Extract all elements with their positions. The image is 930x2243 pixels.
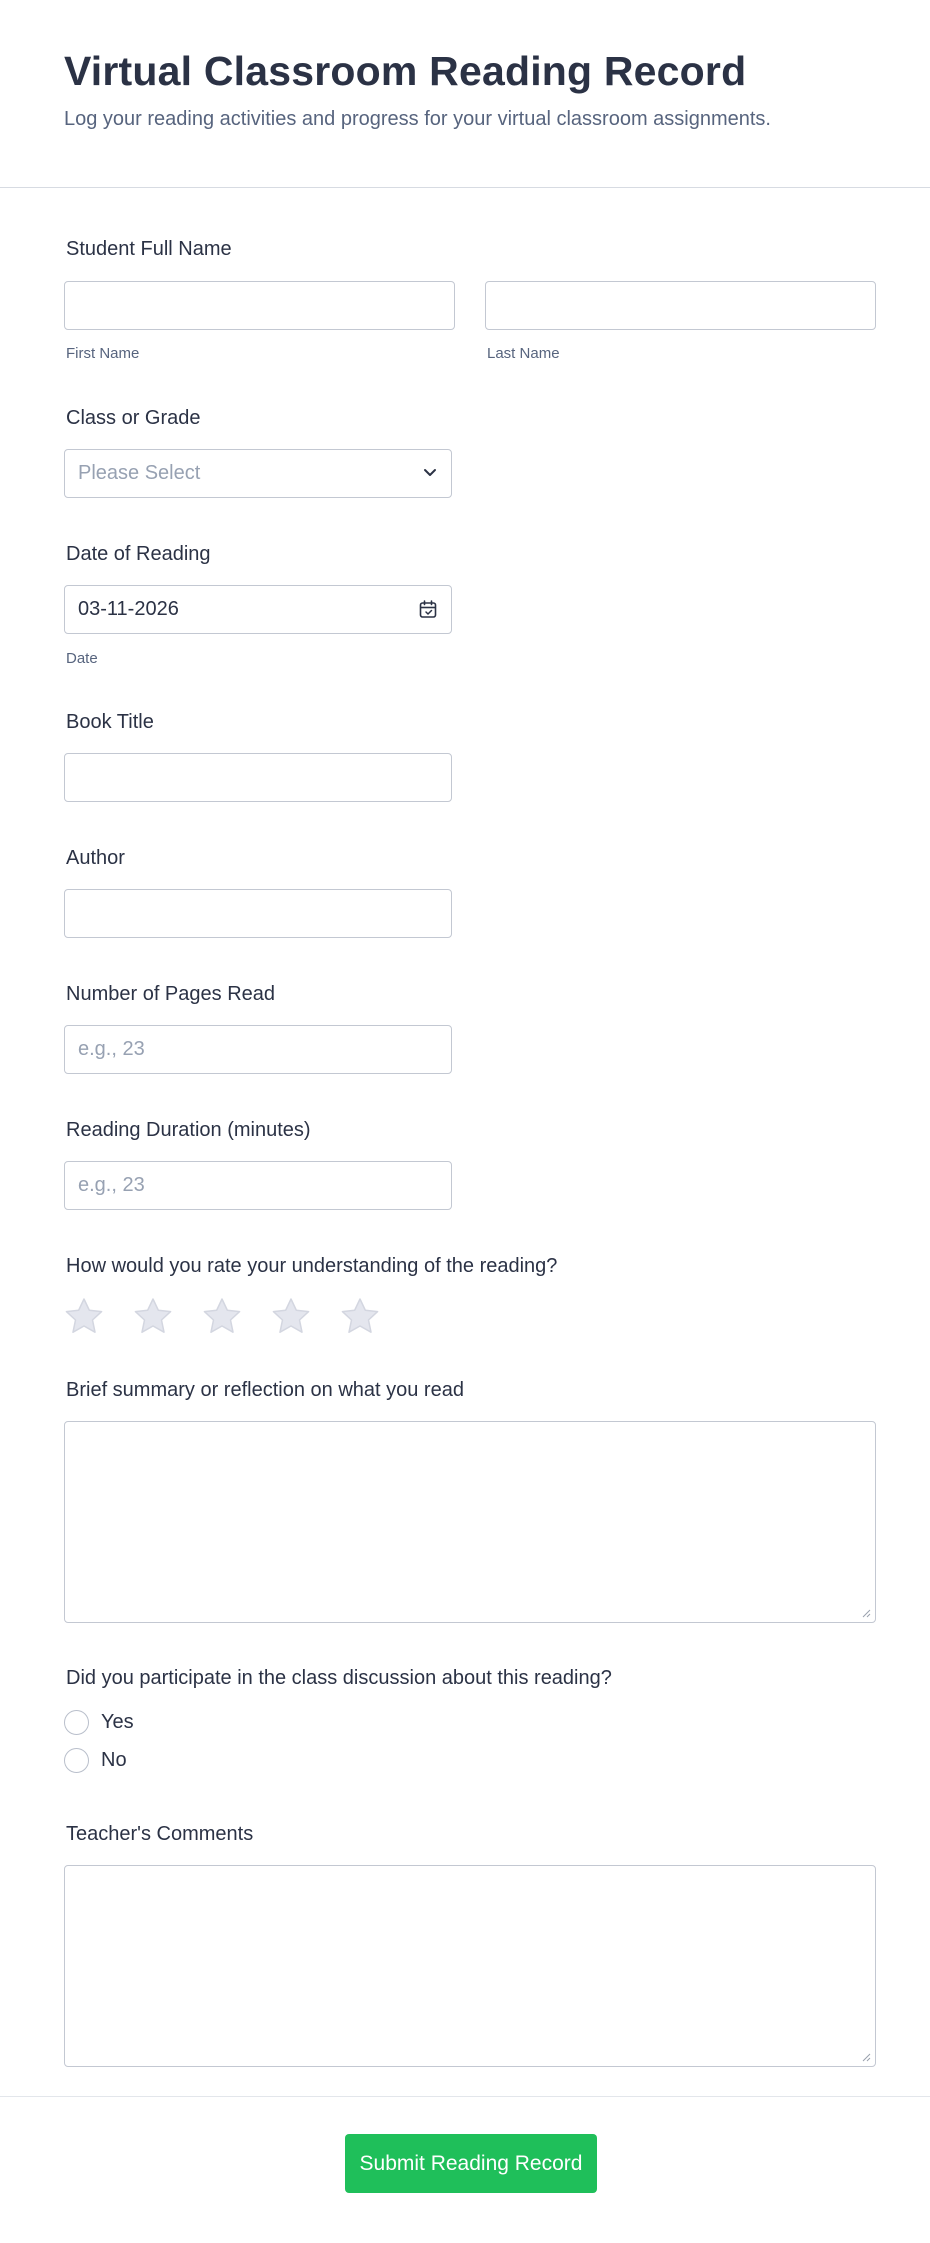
first-name-input[interactable] [64, 281, 455, 330]
radio-no[interactable] [64, 1748, 89, 1773]
summary-textarea[interactable] [64, 1421, 876, 1623]
duration-label: Reading Duration (minutes) [66, 1119, 311, 1141]
radio-no-label[interactable]: No [101, 1749, 127, 1771]
star-icon[interactable] [202, 1297, 242, 1335]
pages-label: Number of Pages Read [66, 983, 276, 1005]
author-label: Author [66, 847, 125, 869]
student-name-label: Student Full Name [66, 238, 232, 260]
star-icon[interactable] [340, 1297, 380, 1335]
submit-button[interactable]: Submit Reading Record [345, 2134, 597, 2193]
summary-label: Brief summary or reflection on what you read [66, 1379, 464, 1401]
star-icon[interactable] [133, 1297, 173, 1335]
date-value: 03-11-2026 [78, 598, 179, 620]
radio-yes[interactable] [64, 1710, 89, 1735]
resize-handle-icon[interactable] [862, 1609, 871, 1618]
chevron-down-icon [423, 468, 437, 478]
last-name-input[interactable] [485, 281, 876, 330]
star-icon[interactable] [64, 1297, 104, 1335]
comments-label: Teacher's Comments [66, 1823, 254, 1845]
last-name-sublabel: Last Name [487, 345, 560, 362]
footer-divider [0, 2096, 930, 2097]
radio-yes-label[interactable]: Yes [101, 1711, 134, 1733]
discussion-label: Did you participate in the class discussion about this reading? [66, 1667, 612, 1689]
form-header [0, 0, 930, 188]
class-grade-label: Class or Grade [66, 407, 201, 429]
class-grade-select[interactable] [64, 449, 452, 498]
book-title-input[interactable] [64, 753, 452, 802]
page-title: Virtual Classroom Reading Record [64, 48, 747, 94]
calendar-icon[interactable] [419, 600, 437, 619]
date-sublabel: Date [66, 650, 98, 667]
rating-label: How would you rate your understanding of the reading? [66, 1255, 558, 1277]
page-subtitle: Log your reading activities and progress for your virtual classroom assignments. [64, 108, 771, 130]
duration-placeholder: e.g., 23 [78, 1174, 145, 1196]
duration-input[interactable] [64, 1161, 452, 1210]
date-input[interactable] [64, 585, 452, 634]
class-grade-placeholder: Please Select [78, 462, 201, 484]
resize-handle-icon[interactable] [862, 2053, 871, 2062]
comments-textarea[interactable] [64, 1865, 876, 2067]
book-title-label: Book Title [66, 711, 154, 733]
star-icon[interactable] [271, 1297, 311, 1335]
pages-input[interactable] [64, 1025, 452, 1074]
pages-placeholder: e.g., 23 [78, 1038, 145, 1060]
first-name-sublabel: First Name [66, 345, 140, 362]
date-label: Date of Reading [66, 543, 211, 565]
author-input[interactable] [64, 889, 452, 938]
